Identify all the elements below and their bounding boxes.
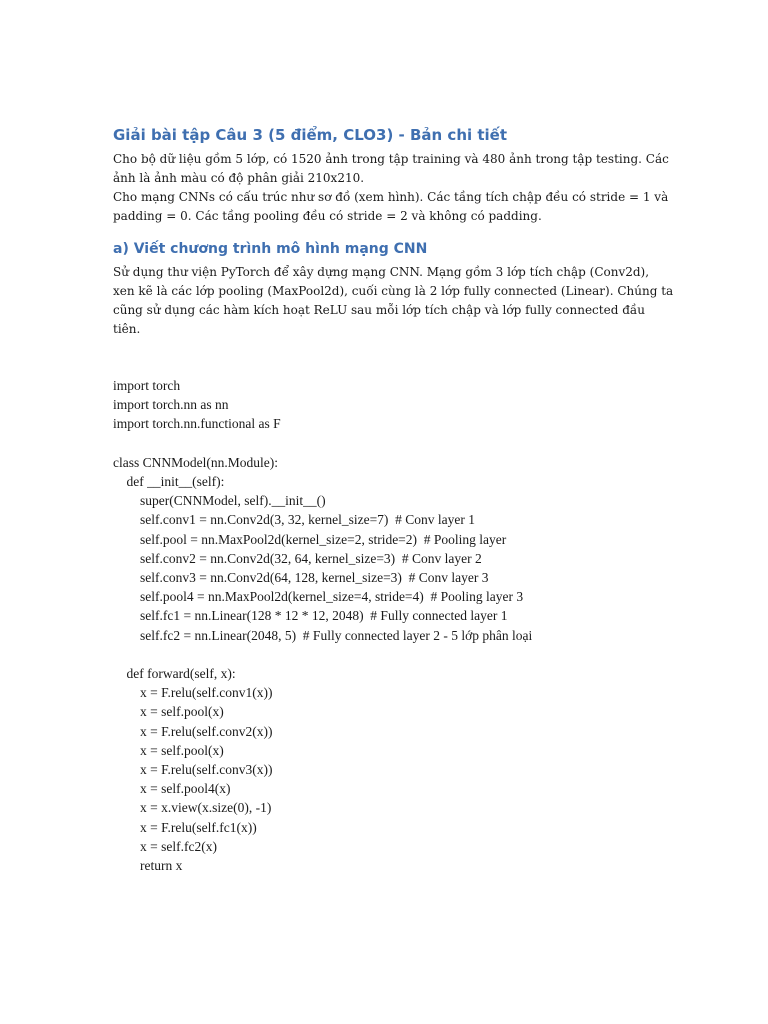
intro-line: Cho mạng CNNs có cấu trúc như sơ đồ (xem hình). Các tầng tích chập đều có stride = 1 và [113, 190, 669, 204]
code-line [113, 645, 658, 664]
code-line: self.fc1 = nn.Linear(128 * 12 * 12, 2048) # Fully connected layer 1 [113, 608, 508, 624]
code-line: super(CNNModel, self).__init__() [113, 493, 326, 509]
code-line: self.conv2 = nn.Conv2d(32, 64, kernel_size=3) # Conv layer 2 [113, 550, 482, 566]
code-line: import torch.nn as nn [113, 397, 229, 413]
code-line: import torch.nn.functional as F [113, 416, 281, 432]
code-line: x = x.view(x.size(0), -1) [113, 800, 272, 816]
code-line: import torch [113, 378, 181, 393]
code-line: x = self.pool(x) [113, 704, 224, 720]
section-a-heading: a) Viết chương trình mô hình mạng CNN [113, 241, 428, 257]
document-content [113, 124, 674, 875]
code-line: x = F.relu(self.conv1(x)) [113, 685, 273, 701]
code-line: x = self.pool4(x) [113, 781, 231, 797]
intro-line: padding = 0. Các tầng pooling đều có stride = 2 và không có padding. [113, 209, 542, 223]
code-line: x = self.pool(x) [113, 742, 224, 758]
code-line: x = F.relu(self.fc1(x)) [113, 819, 257, 835]
code-line: self.fc2 = nn.Linear(2048, 5) # Fully connected layer 2 - 5 lớp phân loại [113, 627, 533, 643]
code-line: return x [113, 858, 183, 874]
code-line: self.pool4 = nn.MaxPool2d(kernel_size=4, stride=4) # Pooling layer 3 [113, 589, 524, 605]
section-a-line: xen kẽ là các lớp pooling (MaxPool2d), cuối cùng là 2 lớp fully connected (Linear). Chúng ta [113, 284, 674, 298]
code-line: def __init__(self): [113, 474, 225, 489]
section-a-line: Sử dụng thư viện PyTorch để xây dựng mạng CNN. Mạng gồm 3 lớp tích chập (Conv2d), [113, 265, 650, 279]
code-line: self.pool = nn.MaxPool2d(kernel_size=2, stride=2) # Pooling layer [113, 531, 507, 547]
code-line: class CNNModel(nn.Module): [113, 454, 278, 470]
code-line: x = F.relu(self.conv3(x)) [113, 762, 273, 778]
document-title: Giải bài tập Câu 3 (5 điểm, CLO3) - Bản chi tiết [113, 126, 508, 144]
section-a-line: tiên. [113, 322, 141, 336]
intro-line: ảnh là ảnh màu có độ phân giải 210x210. [113, 171, 365, 185]
intro-line: Cho bộ dữ liệu gồm 5 lớp, có 1520 ảnh trong tập training và 480 ảnh trong tập testing. Các [113, 152, 669, 166]
section-a-paragraph [113, 263, 674, 339]
code-line: self.conv3 = nn.Conv2d(64, 128, kernel_size=3) # Conv layer 3 [113, 570, 489, 586]
intro-paragraph [113, 150, 669, 226]
code-line: def forward(self, x): [113, 666, 236, 682]
code-line: x = self.fc2(x) [113, 838, 217, 854]
code-block [113, 376, 658, 875]
code-line: self.conv1 = nn.Conv2d(3, 32, kernel_size=7) # Conv layer 1 [113, 512, 476, 528]
code-line: x = F.relu(self.conv2(x)) [113, 723, 273, 739]
code-line [113, 434, 658, 453]
section-a-line: cũng sử dụng các hàm kích hoạt ReLU sau mỗi lớp tích chập và lớp fully connected đầu [113, 303, 645, 317]
